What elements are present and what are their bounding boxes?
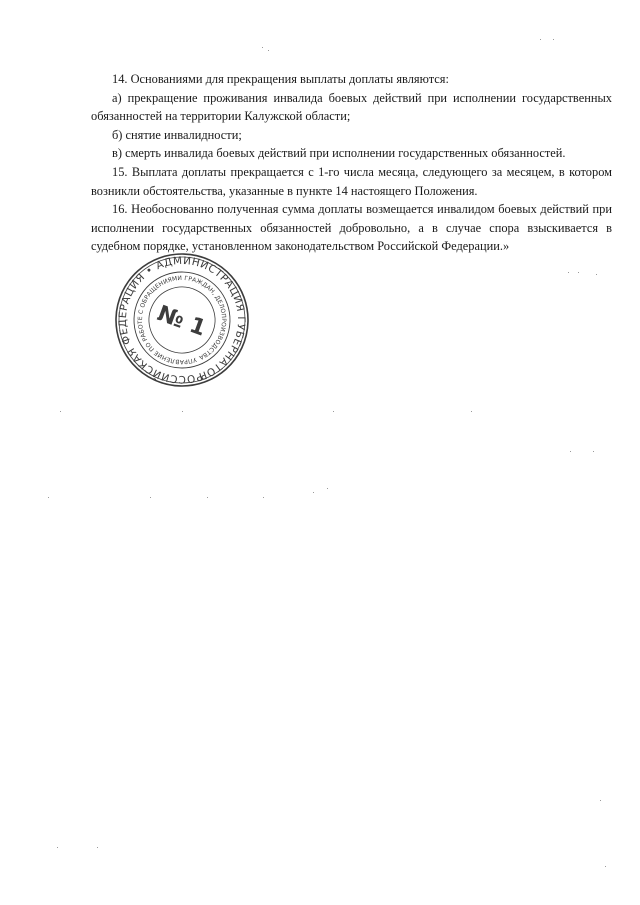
- paragraph-14: 14. Основаниями для прекращения выплаты доплаты являются:: [112, 72, 449, 86]
- scan-speck: [313, 492, 314, 493]
- scan-speck: [57, 847, 58, 848]
- official-seal: [114, 252, 250, 388]
- paragraph-16: 16. Необоснованно полученная сумма доплаты возмещается инвалидом боевых действий при исполнении государственных обязанностей добровольно, а в случае спора взыскивается в судебном порядке, установленном законодательством Российской Федерации.»: [91, 202, 612, 254]
- scan-speck: [263, 497, 264, 498]
- scan-speck: [605, 866, 606, 867]
- scan-speck: [540, 39, 541, 40]
- seal-outer-text: РОССИЙСКАЯ ФЕДЕРАЦИЯ • АДМИНИСТРАЦИЯ ГУБЕРНАТОРА: [116, 254, 248, 386]
- scan-speck: [596, 274, 597, 275]
- scan-speck: [333, 411, 334, 412]
- item-c: в) смерть инвалида боевых действий при исполнении государственных обязанностей.: [112, 146, 566, 161]
- scan-speck: [568, 272, 569, 273]
- scan-speck: [97, 847, 98, 848]
- scan-speck: [262, 47, 263, 48]
- scan-speck: [471, 411, 472, 412]
- scan-speck: [553, 39, 554, 40]
- scan-speck: [182, 411, 183, 412]
- scan-speck: [60, 411, 61, 412]
- scan-speck: [578, 272, 579, 273]
- scan-speck: [268, 50, 269, 51]
- document-body: [91, 70, 612, 256]
- scan-speck: [327, 488, 328, 489]
- scan-speck: [48, 497, 49, 498]
- scan-speck: [150, 497, 151, 498]
- scan-speck: [593, 451, 594, 452]
- seal-number: № 1: [153, 301, 209, 342]
- paragraph-15: 15. Выплата доплаты прекращается с 1-го числа месяца, следующего за месяцем, в котором возникли обстоятельства, указанные в пункте 14 настоящего Положения.: [91, 164, 612, 198]
- item-a: а) прекращение проживания инвалида боевых действий при исполнении государственных обязанностей на территории Калужской области;: [91, 90, 612, 124]
- scan-speck: [570, 451, 571, 452]
- scan-speck: [600, 800, 601, 801]
- seal-inner-text: УПРАВЛЕНИЕ ПО РАБОТЕ С ОБРАЩЕНИЯМИ ГРАЖДАН, ДЕЛОПРОИЗВОДСТВА: [136, 274, 228, 366]
- scan-speck: [207, 497, 208, 498]
- item-b: б) снятие инвалидности;: [112, 127, 242, 142]
